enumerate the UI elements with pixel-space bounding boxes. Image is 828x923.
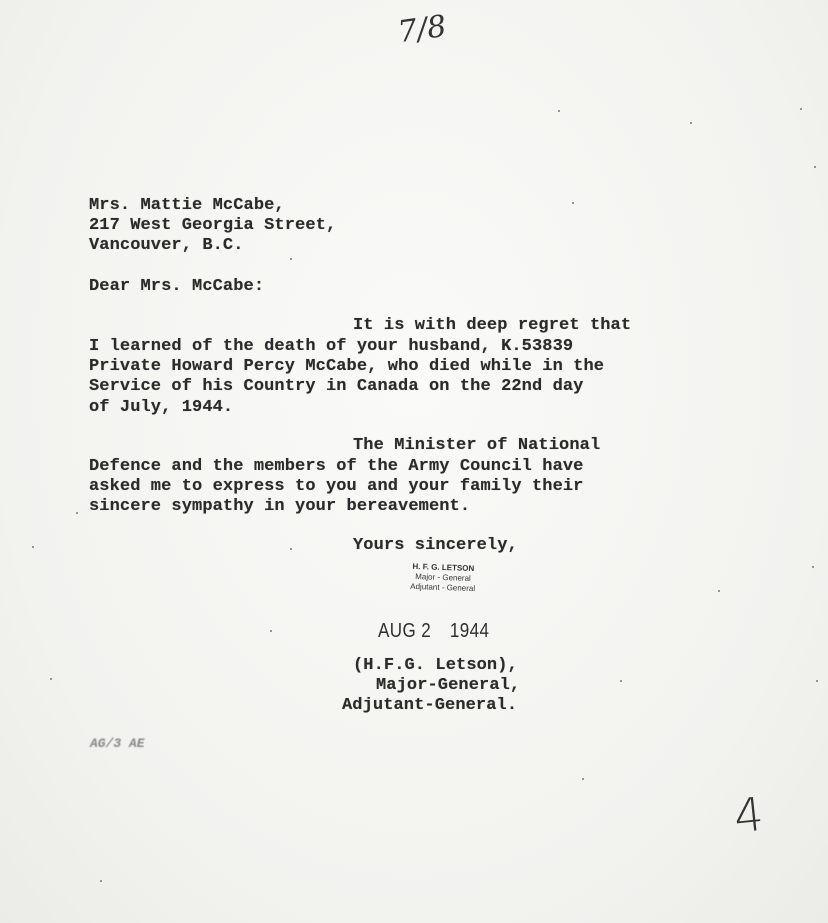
speck [50, 678, 52, 680]
file-reference: AG/3 AE [90, 736, 145, 751]
paragraph1-line3: Private Howard Percy McCabe, who died while in the [89, 357, 605, 376]
speck [800, 108, 802, 110]
signature-stamp [393, 561, 494, 594]
date-stamp-month-day: AUG 2 [378, 620, 432, 642]
paragraph1-line4: Service of his Country in Canada on the 22nd day [89, 377, 584, 396]
speck [812, 566, 814, 568]
speck [814, 166, 816, 168]
signatory-name: (H.F.G. Letson), [353, 656, 518, 675]
closing: Yours sincerely, [353, 536, 518, 555]
recipient-name: Mrs. Mattie McCabe, [89, 196, 285, 215]
speck [718, 590, 720, 592]
paragraph1-line1: It is with deep regret that [353, 316, 632, 335]
speck [290, 258, 292, 260]
signatory-title: Adjutant-General. [342, 696, 518, 715]
stamp-line-2: Major - General [415, 572, 471, 583]
paragraph2-line4: sincere sympathy in your bereavement. [89, 497, 471, 516]
speck [270, 630, 272, 632]
speck [100, 880, 102, 882]
stamp-line-1: H. F. G. LETSON [412, 561, 475, 574]
page-number: 4 [731, 786, 767, 844]
speck [76, 512, 78, 514]
signatory-rank: Major-General, [376, 676, 521, 695]
salutation: Dear Mrs. McCabe: [89, 277, 265, 296]
speck [32, 546, 34, 548]
speck [290, 548, 292, 550]
date-stamp-year: 1944 [449, 620, 490, 642]
paragraph2-line2: Defence and the members of the Army Council have [89, 457, 584, 476]
speck [816, 680, 818, 682]
paragraph2-line1: The Minister of National [353, 436, 601, 455]
speck [558, 110, 560, 112]
page-mark: 7/8 [395, 8, 449, 51]
stamp-line-3: Adjutant - General [410, 581, 476, 594]
speck [620, 680, 622, 682]
recipient-city: Vancouver, B.C. [89, 236, 244, 255]
speck [582, 778, 584, 780]
recipient-street: 217 West Georgia Street, [89, 216, 337, 235]
speck [690, 122, 692, 124]
date-stamp [378, 620, 489, 643]
paragraph2-line3: asked me to express to you and your family their [89, 477, 584, 496]
speck [572, 202, 574, 204]
paragraph1-line5: of July, 1944. [89, 398, 234, 417]
paragraph1-line2: I learned of the death of your husband, K.53839 [89, 337, 574, 356]
